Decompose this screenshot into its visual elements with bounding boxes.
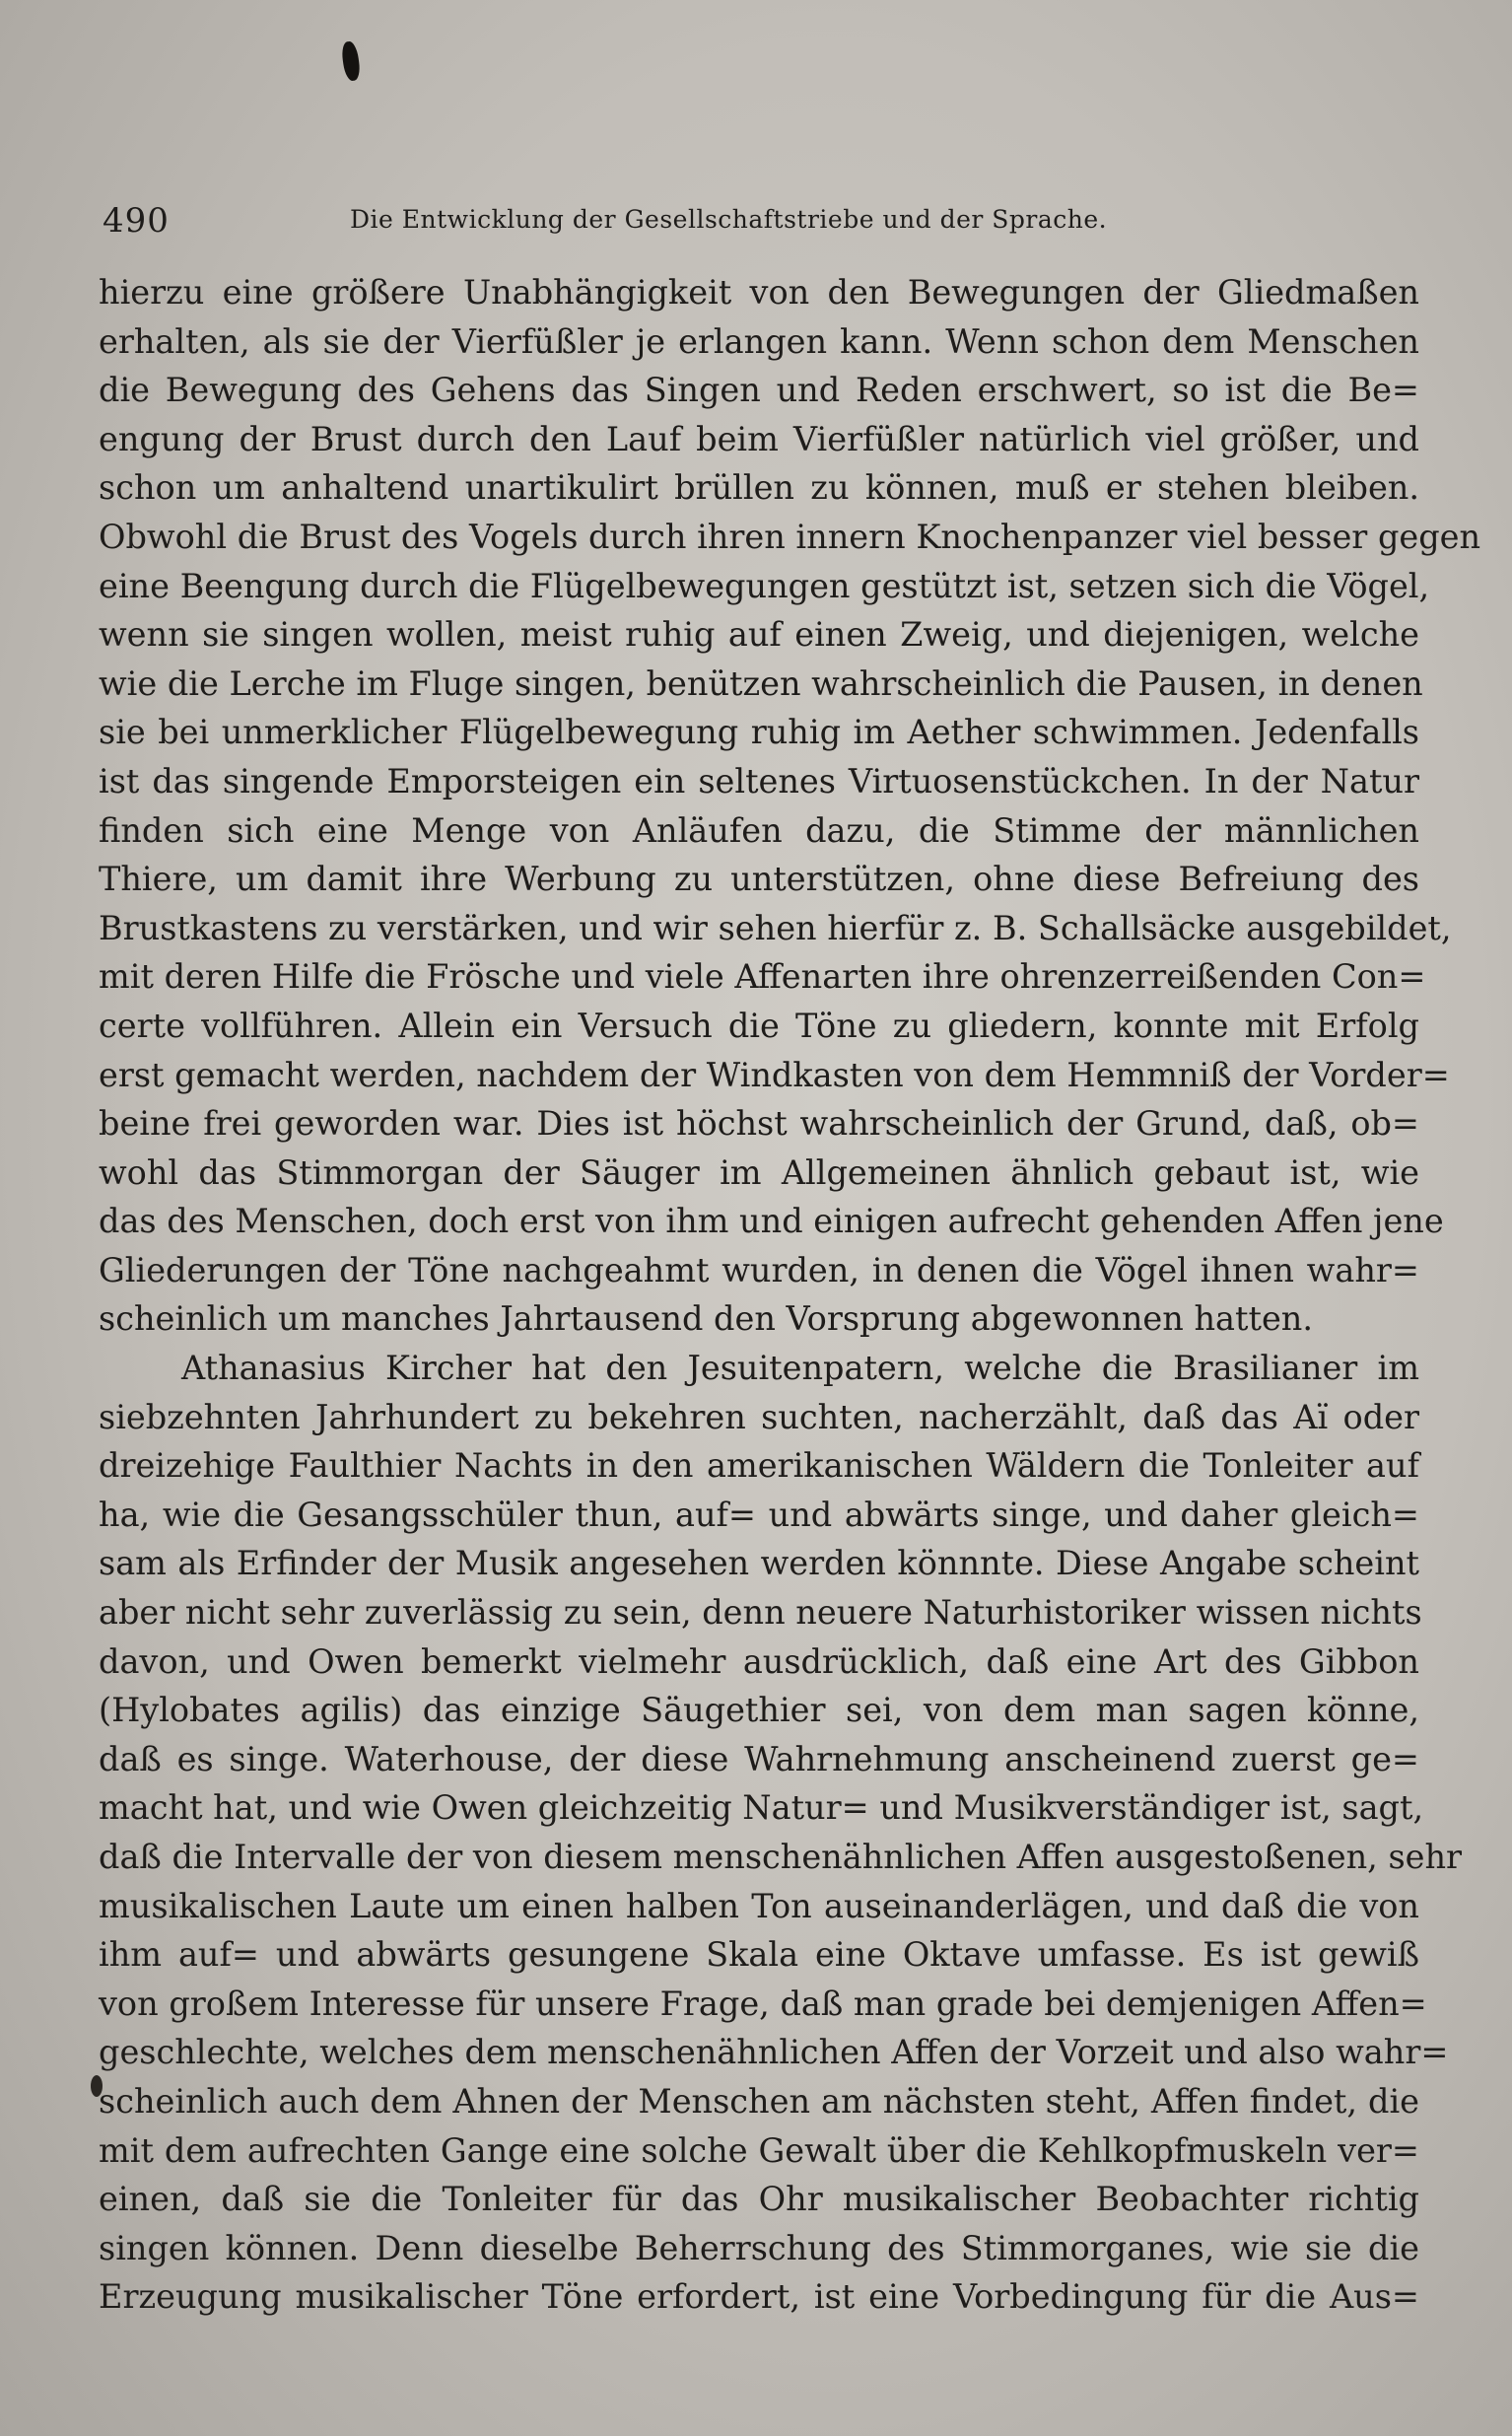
text-line: erst gemacht werden, nachdem der Windkasten von dem Hemmniß der Vorder= [99,1055,1450,1094]
text-line: geschlechte, welches dem menschenähnlichen Affen der Vorzeit und also wahr= [99,2033,1449,2072]
text-line: siebzehnten Jahrhundert zu bekehren suchten, nacherzählt, daß das Aï oder [99,1397,1419,1436]
text-line: certe vollführen. Allein ein Versuch die Töne zu gliedern, konnte mit Erfolg [99,1006,1419,1045]
text-line: wohl das Stimmorgan der Säuger im Allgemeinen ähnlich gebaut ist, wie [99,1152,1419,1192]
text-line: beine frei geworden war. Dies ist höchst wahrscheinlich der Grund, daß, ob= [99,1104,1419,1144]
text-line: davon, und Owen bemerkt vielmehr ausdrücklich, daß eine Art des Gibbon [99,1641,1419,1681]
text-line: singen können. Denn dieselbe Beherrschung des Stimmorganes, wie sie die [99,2228,1419,2267]
text-line: scheinlich auch dem Ahnen der Menschen am nächsten steht, Affen findet, die [99,2081,1419,2121]
text-line: ist das singende Emporsteigen ein seltenes Virtuosenstückchen. In der Natur [99,761,1419,800]
text-line: erhalten, als sie der Vierfüßler je erlangen kann. Wenn schon dem Menschen [99,321,1419,361]
text-line: Obwohl die Brust des Vogels durch ihren innern Knochenpanzer viel besser gegen [99,517,1481,556]
text-line: scheinlich um manches Jahrtausend den Vorsprung abgewonnen hatten. [99,1299,1313,1339]
text-line: (Hylobates agilis) das einzige Säugethier sei, von dem man sagen könne, [99,1691,1419,1730]
text-line: Erzeugung musikalischer Töne erfordert, ist eine Vorbedingung für die Aus= [99,2277,1419,2317]
text-line: dreizehige Faulthier Nachts in den amerikanischen Wäldern die Tonleiter auf [99,1446,1419,1486]
text-line: wie die Lerche im Fluge singen, benützen wahrscheinlich die Pausen, in denen [99,663,1423,703]
text-line: das des Menschen, doch erst von ihm und einigen aufrecht gehenden Affen jene [99,1202,1444,1241]
text-line: sam als Erfinder der Musik angesehen werden könnnte. Diese Angabe scheint [99,1544,1419,1583]
paragraph-1 [99,268,1481,1344]
text-line: Thiere, um damit ihre Werbung zu unterstützen, ohne diese Befreiung des [99,860,1419,899]
text-line: von großem Interesse für unsere Frage, daß man grade bei demjenigen Affen= [99,1984,1427,2023]
text-line: ihm auf= und abwärts gesungene Skala eine Oktave umfasse. Es ist gewiß [99,1935,1419,1975]
text-line: hierzu eine größere Unabhängigkeit von den Bewegungen der Gliedmaßen [99,273,1419,312]
text-line: mit dem aufrechten Gange eine solche Gewalt über die Kehlkopfmuskeln ver= [99,2130,1419,2170]
text-line: daß es singe. Waterhouse, der diese Wahrnehmung anscheinend zuerst ge= [99,1739,1419,1778]
text-line: finden sich eine Menge von Anläufen dazu, die Stimme der männlichen [99,810,1419,850]
text-line: macht hat, und wie Owen gleichzeitig Natur= und Musikverständiger ist, sagt, [99,1788,1424,1828]
page-number: 490 [103,201,170,241]
text-line: mit deren Hilfe die Frösche und viele Affenarten ihre ohrenzerreißenden Con= [99,957,1426,997]
text-line: wenn sie singen wollen, meist ruhig auf einen Zweig, und diejenigen, welche [99,615,1419,655]
text-line: einen, daß sie die Tonleiter für das Ohr musikalischer Beobachter richtig [99,2180,1419,2219]
running-title: Die Entwicklung der Gesellschaftstriebe und der Sprache. [350,205,1108,234]
text-line: eine Beengung durch die Flügelbewegungen gestützt ist, setzen sich die Vögel, [99,566,1430,605]
text-line: engung der Brust durch den Lauf beim Vierfüßler natürlich viel größer, und [99,419,1419,458]
text-line: Gliederungen der Töne nachgeahmt wurden, in denen die Vögel ihnen wahr= [99,1250,1419,1289]
ink-blot [340,40,361,82]
paragraph-2 [99,1344,1463,2322]
body-text [99,268,1481,2322]
text-line: ha, wie die Gesangsschüler thun, auf= und abwärts singe, und daher gleich= [99,1495,1419,1534]
text-line: Athanasius Kircher hat den Jesuitenpatern, welche die Brasilianer im [181,1349,1419,1388]
page-header [99,193,1163,248]
text-line: schon um anhaltend unartikulirt brüllen zu können, muß er stehen bleiben. [99,468,1419,508]
text-line: musikalischen Laute um einen halben Ton auseinanderlägen, und daß die von [99,1886,1419,1925]
text-line: Brustkastens zu verstärken, und wir sehen hierfür z. B. Schallsäcke ausgebildet, [99,908,1452,947]
text-line: aber nicht sehr zuverlässig zu sein, denn neuere Naturhistoriker wissen nichts [99,1593,1422,1633]
text-line: die Bewegung des Gehens das Singen und Reden erschwert, so ist die Be= [99,371,1419,410]
text-line: daß die Intervalle der von diesem menschenähnlichen Affen ausgestoßenen, sehr [99,1838,1463,1876]
text-line: sie bei unmerklicher Flügelbewegung ruhig im Aether schwimmen. Jedenfalls [99,713,1419,752]
